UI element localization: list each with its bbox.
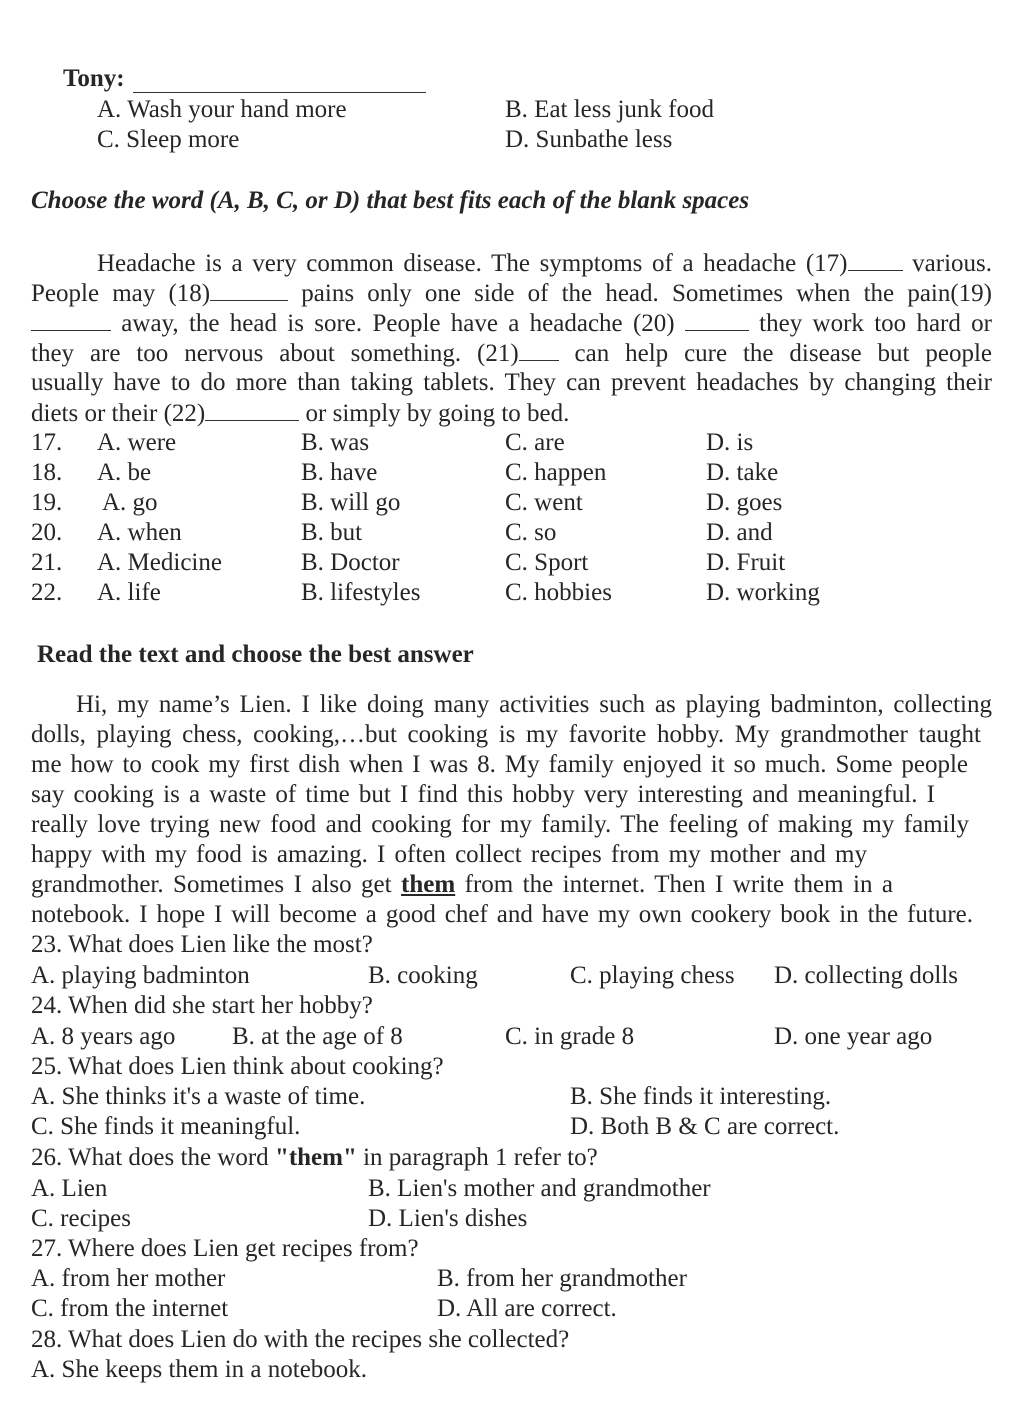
option-d: D. goes (706, 489, 783, 516)
q28-option-a: A. She keeps them in a notebook. (31, 1356, 368, 1383)
q24-option-d: D. one year ago (774, 1023, 933, 1050)
q23-option-c: C. playing chess (570, 962, 735, 989)
option-c: C. are (505, 429, 565, 456)
passage2-line: dolls, playing chess, cooking,…but cooking is my favorite hobby. My grandmother taught (31, 721, 981, 748)
option-a: A. were (97, 429, 177, 456)
passage2-line: grandmother. Sometimes I also get them from the internet. Then I write them in a (31, 871, 893, 898)
passage1-line: diets or their (22) or simply by going to bed. (31, 400, 570, 427)
option-d: D. take (706, 459, 779, 486)
question-number: 18. (31, 459, 63, 486)
q28-question: 28. What does Lien do with the recipes she collected? (31, 1326, 570, 1353)
option-a: A. when (97, 519, 182, 546)
q23-question: 23. What does Lien like the most? (31, 931, 373, 958)
passage2-line: say cooking is a waste of time but I find this hobby very interesting and meaningful. I (31, 781, 935, 808)
question-number: 19. (31, 489, 63, 516)
underlined-word-them: them (401, 871, 456, 898)
q23-option-a: A. playing badminton (31, 962, 250, 989)
passage2-line: notebook. I hope I will become a good chef and have my own cookery book in the future. (31, 901, 973, 928)
q25-question: 25. What does Lien think about cooking? (31, 1053, 444, 1080)
question-number: 21. (31, 549, 63, 576)
q25-option-b: B. She finds it interesting. (570, 1083, 832, 1110)
passage1-line: People may (18) pains only one side of the head. Sometimes when the pain(19) (31, 280, 993, 307)
option-c: C. Sport (505, 549, 589, 576)
question-number: 20. (31, 519, 63, 546)
tony-option-d: D. Sunbathe less (505, 126, 673, 153)
option-b: B. have (301, 459, 378, 486)
tony-option-c: C. Sleep more (97, 126, 240, 153)
option-c: C. went (505, 489, 583, 516)
q27-option-c: C. from the internet (31, 1295, 229, 1322)
option-a: A. Medicine (97, 549, 222, 576)
q26-option-d: D. Lien's dishes (368, 1205, 528, 1232)
section2-heading: Read the text and choose the best answer (37, 641, 474, 668)
q27-option-d: D. All are correct. (437, 1295, 617, 1322)
passage1-line: away, the head is sore. People have a headache (20) they work too hard or (31, 308, 992, 339)
option-b: B. but (301, 519, 363, 546)
q24-option-a: A. 8 years ago (31, 1023, 176, 1050)
option-a: A. go (102, 489, 158, 516)
passage2-line: me how to cook my first dish when I was 8. My family enjoyed it so much. Some people (31, 751, 968, 778)
option-c: C. hobbies (505, 579, 612, 606)
option-c: C. happen (505, 459, 607, 486)
question-number: 17. (31, 429, 63, 456)
q26-option-b: B. Lien's mother and grandmother (368, 1175, 711, 1202)
option-c: C. so (505, 519, 557, 546)
q27-question: 27. Where does Lien get recipes from? (31, 1235, 419, 1262)
tony-answer-blank (133, 70, 426, 93)
tony-option-a: A. Wash your hand more (97, 96, 347, 123)
option-d: D. and (706, 519, 773, 546)
tony-option-b: B. Eat less junk food (505, 96, 715, 123)
section1-heading: Choose the word (A, B, C, or D) that best fits each of the blank spaces (31, 187, 750, 214)
q26-question: 26. What does the word "them" in paragraph 1 refer to? (31, 1144, 598, 1171)
q23-option-d: D. collecting dolls (774, 962, 958, 989)
q24-question: 24. When did she start her hobby? (31, 992, 373, 1019)
option-b: B. Doctor (301, 549, 400, 576)
option-a: A. life (97, 579, 161, 606)
q24-option-c: C. in grade 8 (505, 1023, 635, 1050)
option-a: A. be (97, 459, 152, 486)
option-d: D. is (706, 429, 754, 456)
question-number: 22. (31, 579, 63, 606)
passage1-line: Headache is a very common disease. The symptoms of a headache (17) various. (97, 250, 992, 277)
q26-option-c: C. recipes (31, 1205, 131, 1232)
q23-option-b: B. cooking (368, 962, 478, 989)
passage2-line: Hi, my name’s Lien. I like doing many activities such as playing badminton, collecting (76, 691, 992, 718)
option-d: D. Fruit (706, 549, 786, 576)
q24-option-b: B. at the age of 8 (232, 1023, 403, 1050)
q27-option-a: A. from her mother (31, 1265, 226, 1292)
option-b: B. will go (301, 489, 401, 516)
passage1-line: they are too nervous about something. (21) can help cure the disease but people (31, 340, 992, 367)
tony-label: Tony: (63, 65, 125, 92)
option-b: B. lifestyles (301, 579, 421, 606)
option-b: B. was (301, 429, 370, 456)
q25-option-a: A. She thinks it's a waste of time. (31, 1083, 366, 1110)
passage1-line: usually have to do more than taking tablets. They can prevent headaches by changing their (31, 369, 992, 396)
q25-option-c: C. She finds it meaningful. (31, 1113, 301, 1140)
option-d: D. working (706, 579, 820, 606)
passage2-line: really love trying new food and cooking for my family. The feeling of making my family (31, 811, 969, 838)
q27-option-b: B. from her grandmother (437, 1265, 687, 1292)
q25-option-d: D. Both B & C are correct. (570, 1113, 840, 1140)
passage2-line: happy with my food is amazing. I often collect recipes from my mother and my (31, 841, 867, 868)
q26-option-a: A. Lien (31, 1175, 108, 1202)
